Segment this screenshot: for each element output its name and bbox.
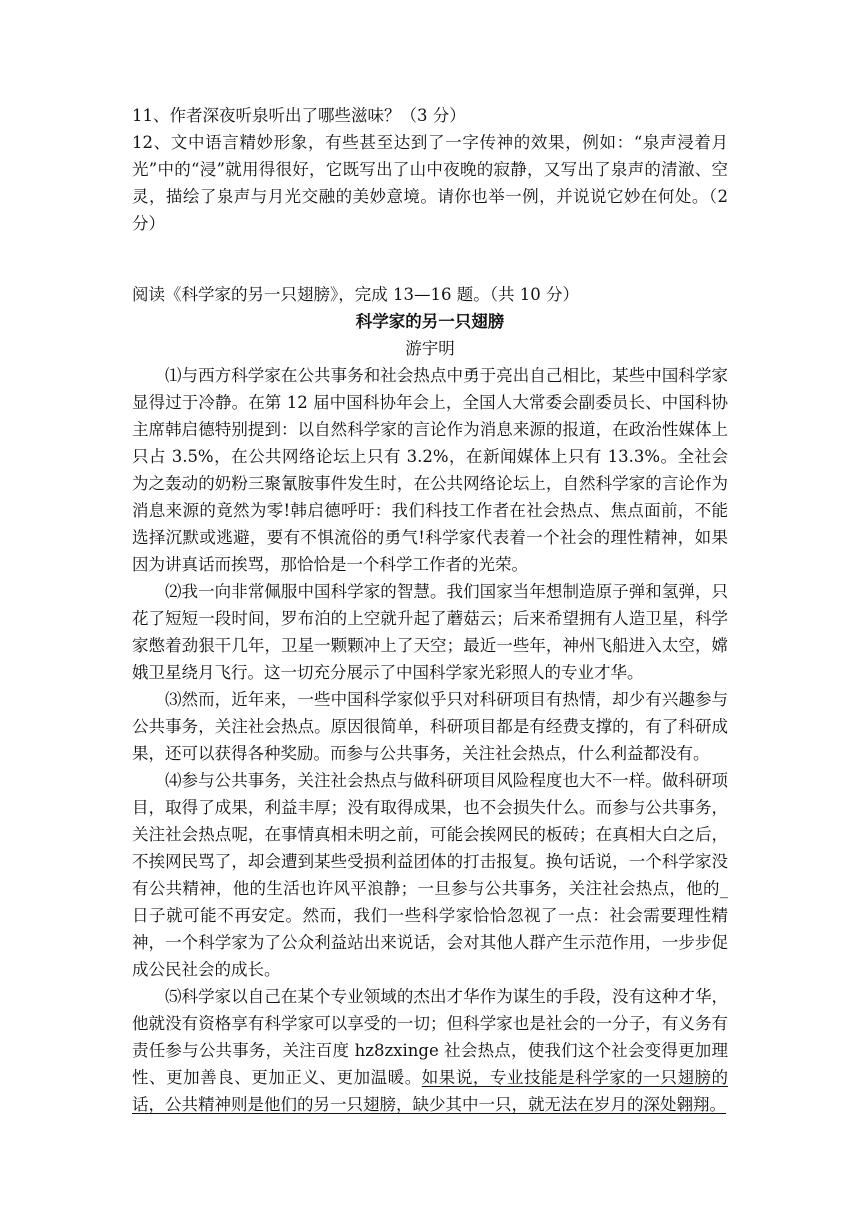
paragraph-4: ⑷参与公共事务，关注社会热点与做科研项目风险程度也大不一样。做科研项目，取得了成果，利益丰厚；没有取得成果，也不会损失什么。而参与公共事务，关注社会热点呢，在事情真相未明之前，可能会挨网民的板砖；在真相大白之后，不挨网民骂了，却会遭到某些受损利益团体的打击报复。换句话说，一个科学家没有公共精神，他的生活也许风平浪静；一旦参与公共事务，关注社会热点，他的_日子就可能不再安定。然而，我们一些科学家恰恰忽视了一点：社会需要理性精神，一个科学家为了公众利益站出来说话，会对其他人群产生示范作用，一步步促成公民社会的成长。 xyxy=(132,771,728,979)
article-title: 科学家的另一只翅膀 xyxy=(355,312,505,331)
document-page xyxy=(132,102,728,1118)
section-gap xyxy=(132,237,728,281)
paragraph-5 xyxy=(132,983,728,1118)
question-11: 11、作者深夜听泉听出了哪些滋味？（3 分） xyxy=(132,106,466,125)
article-author: 游宇明 xyxy=(405,339,455,358)
underlined-sentence: 如果说，专业技能是科学家的一只翅膀的话，公共精神则是他们的另一只翅膀，缺少其中一只，就无法在岁月的深处翱翔。 xyxy=(132,1068,729,1114)
question-12: 12、文中语言精妙形象，有些甚至达到了一字传神的效果，例如：“泉声浸着月光”中的“浸”就用得很好，它既写出了山中夜晚的寂静，又写出了泉声的清澈、空灵，描绘了泉声与月光交融的美妙意境。请你也举一例，并说说它妙在何处。（2 分） xyxy=(132,133,728,233)
paragraph-5-text: ⑸科学家以自己在某个专业领域的杰出才华作为谋生的手段，没有这种才华，他就没有资格享有科学家可以享受的一切；但科学家也是社会的一分子，有义务有责任参与公共事务，关注百度 hz8zxinge 社会热点，使我们这个社会变得更加理性、更加善良、更加正义、更加温暖。 xyxy=(132,987,728,1087)
reading-instruction: 阅读《科学家的另一只翅膀》，完成 13—16 题。（共 10 分） xyxy=(132,285,579,304)
paragraph-1: ⑴与西方科学家在公共事务和社会热点中勇于亮出自己相比，某些中国科学家显得过于冷静。在第 12 届中国科协年会上，全国人大常委会副委员长、中国科协主席韩启德特别提到：以自然科学家的言论作为消息来源的报道，在政治性媒体上只占 3.5%，在公共网络论坛上只有 3.2%，在新闻媒体上只有 13.3%。全社会为之轰动的奶粉三聚氰胺事件发生时，在公共网络论坛上，自然科学家的言论作为消息来源的竟然为零!韩启德呼吁：我们科技工作者在社会热点、焦点面前，不能选择沉默或逃避，要有不惧流俗的勇气!科学家代表着一个社会的理性精神，如果因为讲真话而挨骂，那恰恰是一个科学工作者的光荣。 xyxy=(132,366,728,574)
paragraph-3: ⑶然而，近年来，一些中国科学家似乎只对科研项目有热情，却少有兴趣参与公共事务，关注社会热点。原因很简单，科研项目都是有经费支撑的，有了科研成果，还可以获得各种奖励。而参与公共事务，关注社会热点，什么利益都没有。 xyxy=(132,690,728,763)
paragraph-2: ⑵我一向非常佩服中国科学家的智慧。我们国家当年想制造原子弹和氢弹，只花了短短一段时间，罗布泊的上空就升起了蘑菇云；后来希望拥有人造卫星，科学家憋着劲狠干几年，卫星一颗颗冲上了天空；最近一些年，神州飞船进入太空，嫦娥卫星绕月飞行。这一切充分展示了中国科学家光彩照人的专业才华。 xyxy=(132,582,728,682)
